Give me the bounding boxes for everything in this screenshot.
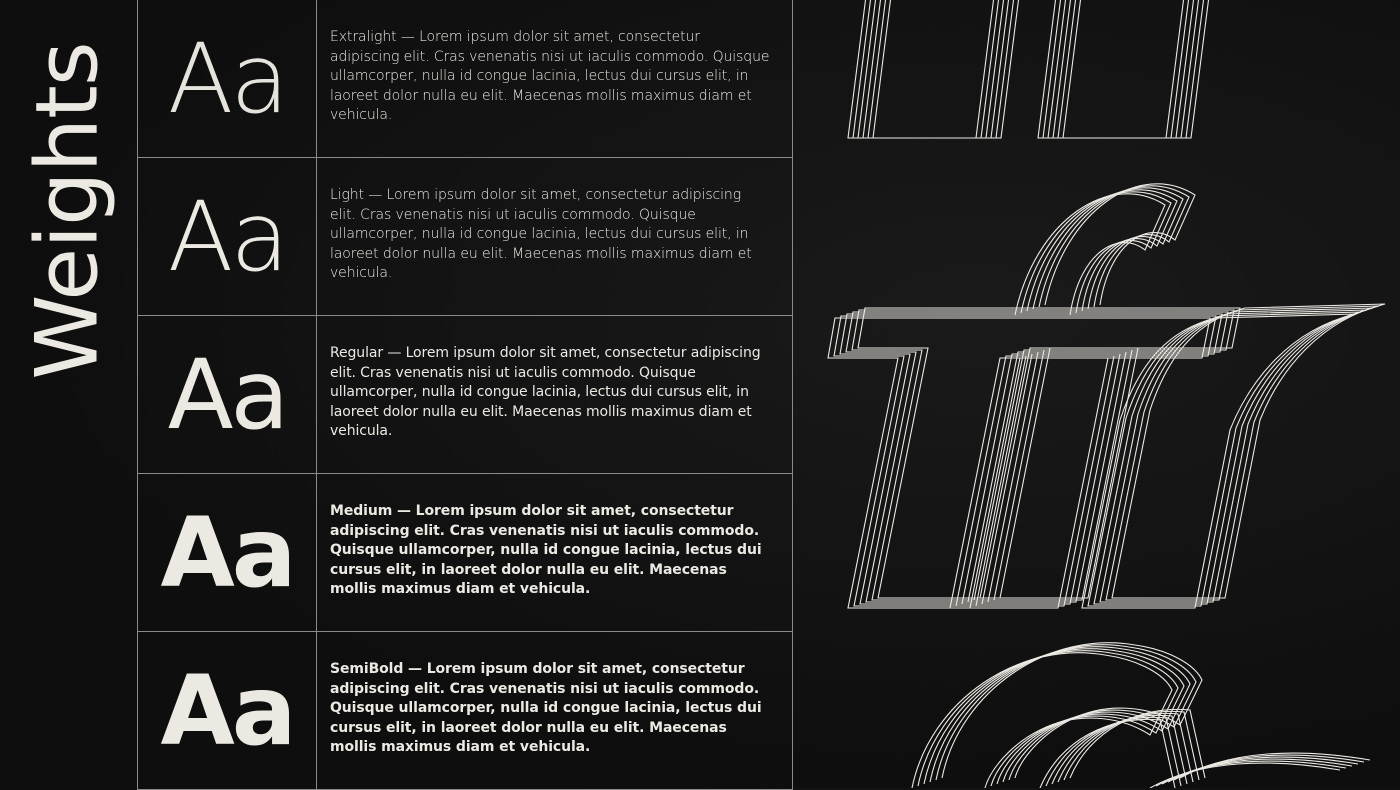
weight-row-medium [138, 474, 792, 632]
weight-row-regular [138, 316, 792, 474]
weight-sample-cell [138, 0, 317, 157]
weights-title-text: Weights [18, 42, 119, 380]
weights-table [137, 0, 793, 790]
weight-sample-cell [138, 474, 317, 631]
weight-description: Extralight — Lorem ipsum dolor sit amet, consectetur adipiscing elit. Cras venenatis nisi ut iaculis commodo. Quisque ullamcorper, nulla id congue lacinia, lectus dui cursus elit, in laoreet dolor nulla eu elit. Maecenas mollis maximus diam et vehicula. [330, 29, 770, 124]
weight-sample-cell [138, 158, 317, 315]
weight-sample-cell [138, 316, 317, 473]
weight-row-light [138, 158, 792, 316]
weight-sample: Aa [160, 654, 294, 767]
outline-ligature-artwork [820, 0, 1400, 788]
weight-row-semibold [138, 632, 792, 790]
weight-sample: Aa [167, 338, 287, 451]
weight-description: Light — Lorem ipsum dolor sit amet, consectetur adipiscing elit. Cras venenatis nisi ut iaculis commodo. Quisque ullamcorper, nulla id congue lacinia, lectus dui cursus elit, in laoreet dolor nulla eu elit. Maecenas mollis maximus diam et vehicula. [330, 187, 752, 282]
weight-sample-cell [138, 632, 317, 789]
weight-sample: Aa [167, 180, 287, 293]
weight-description: SemiBold — Lorem ipsum dolor sit amet, consectetur adipiscing elit. Cras venenatis nisi ut iaculis commodo. Quisque ullamcorper, nulla id congue lacinia, lectus dui cursus elit, in laoreet dolor nulla eu elit. Maecenas mollis maximus diam et vehicula. [330, 661, 762, 756]
weight-sample: Aa [160, 496, 294, 609]
weights-title [18, 30, 119, 392]
weight-row-extralight [138, 0, 792, 158]
weight-description: Regular — Lorem ipsum dolor sit amet, consectetur adipiscing elit. Cras venenatis nisi ut iaculis commodo. Quisque ullamcorper, nulla id congue lacinia, lectus dui cursus elit, in laoreet dolor nulla eu elit. Maecenas mollis maximus diam et vehicula. [330, 345, 761, 440]
weight-description: Medium — Lorem ipsum dolor sit amet, consectetur adipiscing elit. Cras venenatis nisi ut iaculis commodo. Quisque ullamcorper, nulla id congue lacinia, lectus dui cursus elit, in laoreet dolor nulla eu elit. Maecenas mollis maximus diam et vehicula. [330, 503, 762, 598]
weight-sample: Aa [167, 22, 287, 135]
